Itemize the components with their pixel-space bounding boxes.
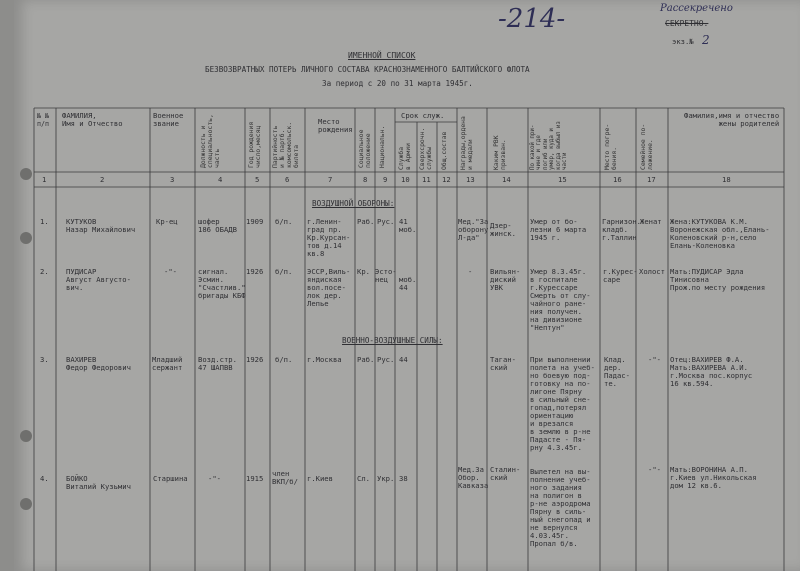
- document-title: ИМЕННОЙ СПИСОК: [348, 51, 416, 60]
- row-nationality: Укр.: [377, 474, 395, 483]
- row-birth-year: 1926: [246, 267, 264, 276]
- row-rvk: Таган- ский: [490, 355, 516, 372]
- row-birthplace: г.Москва: [307, 355, 342, 364]
- row-social: Раб.: [357, 355, 375, 364]
- row-position: шофер 186 ОБАДВ: [198, 217, 237, 234]
- row-position: сигнал. Эсмин. "Счастлив." бригады КБФ: [198, 267, 246, 300]
- col-number: 3: [170, 175, 175, 184]
- col-number: 4: [218, 175, 223, 184]
- row-rvk: Дзер- жинск.: [490, 221, 516, 238]
- col-header-rvk: Каким РВК призван.: [492, 135, 507, 170]
- row-relatives: Мать:ПУДИСАР Эдла Тинисовна Прож.по месту рождения: [670, 267, 766, 292]
- col-header-num: № № п/п: [37, 112, 49, 128]
- row-service: моб. 44: [399, 275, 417, 292]
- row-cause: Умер от бо- лезни 6 марта 1945 г.: [530, 217, 587, 242]
- row-birth-year: 1915: [246, 474, 264, 483]
- col-number: 12: [442, 175, 451, 184]
- row-position: Возд.стр. 47 ШАПВВ: [198, 355, 237, 372]
- col-header-name: ФАМИЛИЯ, Имя и Отчество: [62, 111, 123, 128]
- row-nationality: Рус.: [377, 355, 395, 364]
- col-number: 8: [363, 175, 368, 184]
- row-service: 38: [399, 474, 408, 483]
- col-header-burial: Место погре- бения.: [603, 123, 618, 170]
- row-rank: -"-: [164, 267, 177, 276]
- document-period: За период с 20 по 31 марта 1945г.: [322, 79, 473, 88]
- col-number: 17: [647, 175, 656, 184]
- col-header-family: Семейное по- ложение.: [639, 123, 654, 170]
- row-birthplace: г.Ленин- град пр. Кр.Курсан- тов д.14 кв.8: [307, 217, 351, 258]
- page-number: -214-: [498, 4, 566, 34]
- row-cause: Умер 8.3.45г. в госпитале г.Курессаре Смерть от слу- чайного ране- ния получен. на дивизионе "Нептун": [530, 267, 591, 332]
- col-number: 13: [466, 175, 475, 184]
- row-name: ПУДИСАР Август Августо- вич.: [66, 267, 131, 292]
- col-number: 15: [558, 175, 567, 184]
- col-header-awards: Награды,ордена и медали: [459, 116, 474, 170]
- copy-number: 2: [702, 33, 710, 47]
- row-birth-year: 1926: [246, 355, 264, 364]
- row-rvk: Сталин- ский: [490, 465, 521, 482]
- row-social: Раб.: [357, 217, 375, 226]
- col-header-rank: Военное звание: [153, 111, 184, 128]
- col-number: 6: [285, 175, 290, 184]
- col-number: 18: [722, 175, 731, 184]
- row-rank: Кр-ец: [156, 217, 178, 226]
- col-header-social: Социальное положение: [357, 129, 372, 168]
- col-number: 10: [401, 175, 410, 184]
- declassified-stamp: Рассекречено: [660, 3, 733, 14]
- col-header-nationality: Национальн.: [378, 125, 386, 168]
- row-rvk: Вильян- диский УВК: [490, 267, 521, 292]
- col-header-general-staff: Общ.состав: [440, 131, 448, 170]
- row-party: б/п.: [275, 217, 293, 226]
- col-header-year: Год рождения число,месяц: [247, 121, 262, 168]
- col-number: 11: [422, 175, 431, 184]
- row-number: 2.: [40, 267, 49, 276]
- row-number: 4.: [40, 474, 49, 483]
- row-party: член ВКП/б/: [272, 469, 298, 486]
- row-birthplace: ЭССР,Виль- яндиская вол.посе- лок дер. Лепье: [307, 267, 351, 308]
- row-rank: Младший сержант: [152, 355, 183, 372]
- col-header-position: Должность и специальность, часть: [199, 114, 221, 168]
- row-birth-year: 1909: [246, 217, 264, 226]
- col-number: 9: [383, 175, 388, 184]
- row-name: БОЙКО Виталий Кузьмич: [66, 474, 131, 491]
- row-number: 3.: [40, 355, 49, 364]
- row-name: КУТУКОВ Назар Михайлович: [66, 217, 136, 234]
- row-family: -"-: [648, 355, 661, 364]
- row-awards: -: [468, 267, 473, 276]
- row-burial: Гарнизон. кладб. г.Таллин: [602, 217, 641, 242]
- section-air-defense: ВОЗДУШНОЙ ОБОРОНЫ:: [312, 199, 395, 208]
- row-nationality: Эсто- нец: [375, 267, 397, 284]
- secret-mark: СЕКРЕТНО.: [665, 19, 709, 28]
- col-header-relatives: Фамилия,имя и отчество жены родителей: [684, 111, 780, 128]
- col-number: 16: [613, 175, 622, 184]
- row-social: Сл.: [357, 474, 370, 483]
- row-service: 41 моб.: [399, 217, 417, 234]
- row-party: б/п.: [275, 355, 293, 364]
- col-header-cause: По какой при- чине и где погиб или умер, куда и когда выбыл из части: [530, 121, 569, 170]
- col-header-army-service: Служба в Армии: [397, 143, 412, 170]
- row-relatives: Жена:КУТУКОВА К.М. Воронежская обл.,Елань- Коленовский р-н,село Елань-Коленовка: [670, 217, 770, 250]
- document-subtitle: БЕЗВОЗВРАТНЫХ ПОТЕРЬ ЛИЧНОГО СОСТАВА КРАСНОЗНАМЕННОГО БАЛТИЙСКОГО ФЛОТА: [205, 65, 530, 74]
- row-awards: Мед.За Обор. Кавказа: [458, 465, 489, 490]
- col-header-party: Партийность и № партб. комсомольск. билета: [271, 121, 300, 168]
- row-cause: При выполнении полета на учеб- но боевую под- готовку на по- лигоне Пярну в сильный сне- гопад,потерял ориентацию и врезался в землю в р-не Падасте - Пя- рну 4.3.45г.: [530, 355, 595, 452]
- row-name: ВАХИРЕВ Федор Федорович: [66, 355, 131, 372]
- row-cause: Вылетел на вы- полнение учеб- ного задания на полигон в р-не аэродрома Пярну в силь- ный снегопад и не вернулся 4.03.45г. Пропал б/в.: [530, 467, 591, 548]
- row-relatives: Мать:ВОРОНИНА А.П. г.Киев ул.Никольская дом 12 кв.6.: [670, 465, 757, 490]
- col-number: 7: [328, 175, 333, 184]
- row-rank: Старшина: [153, 474, 188, 483]
- row-party: б/п.: [275, 267, 293, 276]
- row-nationality: Рус.: [377, 217, 395, 226]
- row-position: -"-: [208, 474, 221, 483]
- col-number: 2: [100, 175, 105, 184]
- row-family: Холост: [639, 267, 665, 276]
- col-number: 1: [42, 175, 47, 184]
- copy-label: экз.№: [672, 37, 694, 46]
- row-number: 1.: [40, 217, 49, 226]
- row-service: 44: [399, 355, 408, 364]
- row-family: -"-: [648, 465, 661, 474]
- row-relatives: Отец:ВАХИРЕВ Ф.А. Мать:ВАХИРЕВА А.И. г.Москва пос.корпус 16 кв.594.: [670, 355, 753, 388]
- col-number: 5: [255, 175, 260, 184]
- row-social: Кр.: [357, 267, 370, 276]
- row-awards: Мед."За оборону Л-да": [458, 217, 489, 242]
- col-number: 14: [502, 175, 511, 184]
- col-header-overtime-service: Сверхсрочн. службы: [418, 127, 433, 170]
- row-burial: Клад. дер. Падас- те.: [604, 355, 630, 388]
- col-header-service-term: Срок служ.: [401, 111, 445, 120]
- row-family: Женат: [640, 217, 662, 226]
- section-air-force: ВОЕННО-ВОЗДУШНЫЕ СИЛЫ:: [342, 336, 443, 345]
- row-birthplace: г.Киев: [307, 474, 333, 483]
- col-header-birthplace: Место рождения: [318, 117, 353, 134]
- row-burial: г.Курес- саре: [603, 267, 638, 284]
